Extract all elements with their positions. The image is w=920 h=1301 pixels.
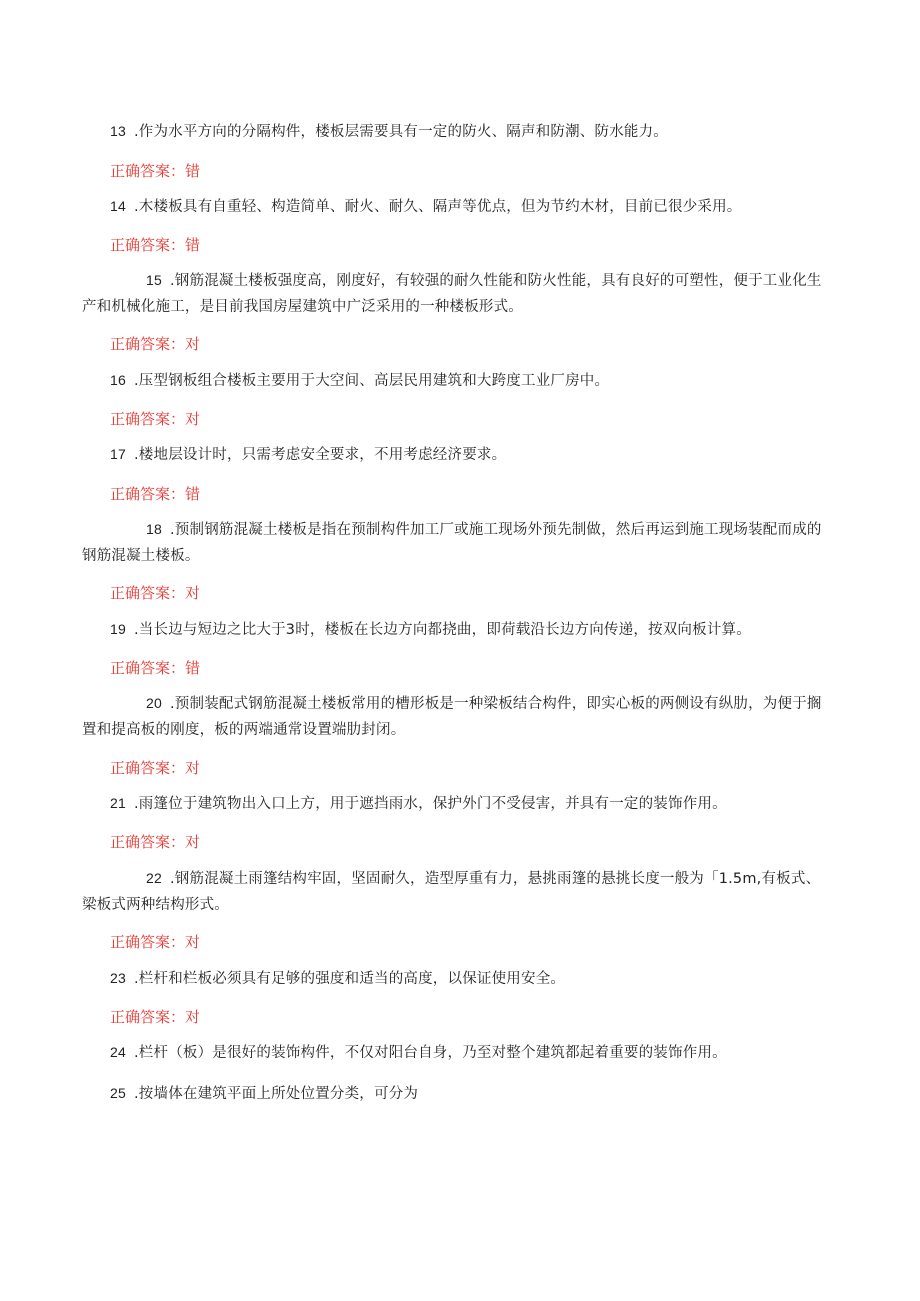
question-text: .预制装配式钢筋混凝土楼板常用的槽形板是一种梁板结合构件，即实心板的两侧设有纵肋，为便于搁置和提高板的刚度，板的两端通常设置端肋封闭。 <box>82 696 822 738</box>
question-number: 22 <box>146 870 162 886</box>
question-13 <box>82 118 830 145</box>
question-text: .压型钢板组合楼板主要用于大空间、高层民用建筑和大跨度工业厂房中。 <box>133 373 610 389</box>
question-25 <box>82 1080 830 1107</box>
question-number: 17 <box>110 446 126 462</box>
answer-18: 正确答案：对 <box>110 584 201 602</box>
question-20 <box>82 690 830 743</box>
question-21 <box>82 790 830 817</box>
question-number: 25 <box>110 1085 126 1101</box>
answer-23: 正确答案：对 <box>110 1008 201 1026</box>
question-number: 15 <box>146 272 162 288</box>
answer-15: 正确答案：对 <box>110 335 201 353</box>
question-18 <box>82 516 830 569</box>
answer-14: 正确答案：错 <box>110 236 201 254</box>
question-text: .作为水平方向的分隔构件，楼板层需要具有一定的防火、隔声和防潮、防水能力。 <box>133 124 668 140</box>
question-number: 23 <box>110 970 126 986</box>
question-16 <box>82 367 830 394</box>
question-text: .栏杆（板）是很好的装饰构件，不仅对阳台自身，乃至对整个建筑都起着重要的装饰作用。 <box>133 1045 727 1061</box>
question-23 <box>82 965 830 992</box>
question-14 <box>82 193 830 220</box>
question-number: 19 <box>110 621 126 637</box>
answer-19: 正确答案：错 <box>110 659 201 677</box>
question-number: 20 <box>146 695 162 711</box>
question-number: 24 <box>110 1044 126 1060</box>
question-text: .钢筋混凝土雨篷结构牢固，坚固耐久，造型厚重有力，悬挑雨篷的悬挑长度一般为「1.5m,有板式、梁板式两种结构形式。 <box>82 871 821 913</box>
question-text: .楼地层设计时，只需考虑安全要求，不用考虑经济要求。 <box>133 447 507 463</box>
answer-16: 正确答案：对 <box>110 410 201 428</box>
question-text: .栏杆和栏板必须具有足够的强度和适当的高度，以保证使用安全。 <box>133 971 566 987</box>
question-number: 18 <box>146 521 162 537</box>
answer-17: 正确答案：错 <box>110 485 201 503</box>
question-text: .木楼板具有自重轻、构造简单、耐火、耐久、隔声等优点，但为节约木材，目前已很少采用。 <box>133 199 742 215</box>
answer-22: 正确答案：对 <box>110 933 201 951</box>
question-24 <box>82 1039 830 1066</box>
question-text: .当长边与短边之比大于3时，楼板在长边方向都挠曲，即荷载沿长边方向传递，按双向板计算。 <box>133 622 751 638</box>
question-text: .雨篷位于建筑物出入口上方，用于遮挡雨水，保护外门不受侵害，并具有一定的装饰作用。 <box>133 796 727 812</box>
question-15 <box>82 267 830 320</box>
question-number: 21 <box>110 795 126 811</box>
question-17 <box>82 441 830 468</box>
answer-20: 正确答案：对 <box>110 759 201 777</box>
question-text: .按墙体在建筑平面上所处位置分类，可分为 <box>133 1086 419 1102</box>
question-text: .预制钢筋混凝土楼板是指在预制构件加工厂或施工现场外预先制做，然后再运到施工现场装配而成的钢筋混凝土楼板。 <box>82 522 822 564</box>
question-19 <box>82 616 830 643</box>
answer-21: 正确答案：对 <box>110 833 201 851</box>
question-text: .钢筋混凝土楼板强度高，刚度好，有较强的耐久性能和防火性能，具有良好的可塑性，便于工业化生产和机械化施工，是目前我国房屋建筑中广泛采用的一种楼板形式。 <box>82 273 822 315</box>
question-22 <box>82 865 830 918</box>
question-number: 16 <box>110 372 126 388</box>
question-number: 14 <box>110 198 126 214</box>
question-number: 13 <box>110 123 126 139</box>
answer-13: 正确答案：错 <box>110 162 201 180</box>
